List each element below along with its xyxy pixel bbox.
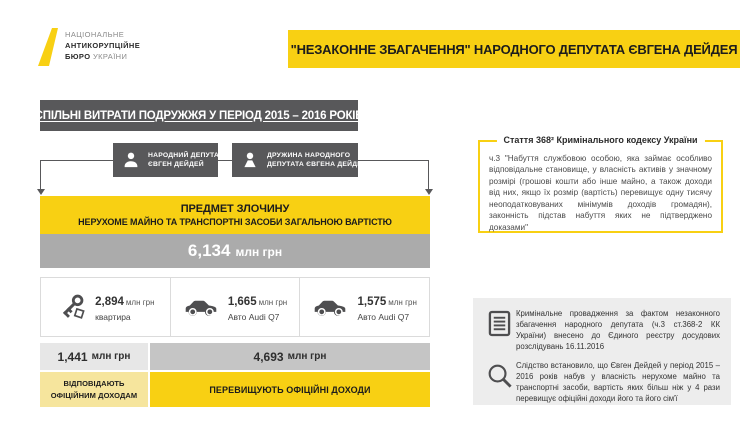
asset-car-1 [171,278,301,336]
logo-line2: АНТИКОРУПЦІЙНЕ [65,41,141,50]
crime-subject-title: ПРЕДМЕТ ЗЛОЧИНУ [180,203,290,215]
asset-car-2-value: 1,575 [357,296,387,309]
asset-car-2-text [357,290,416,323]
logo-line3 [65,51,140,62]
person-deputy-line2: ЄВГЕН ДЕЙДЕЙ [148,161,204,168]
excess-value: 4,693 [253,349,284,364]
headline-bar [288,30,740,68]
asset-car-2-label: Авто Audi Q7 [357,312,410,323]
connector-right-horizontal [358,160,428,161]
section-header [34,100,364,131]
legal-income-value-cell [40,343,148,370]
legal-income-unit: млн грн [91,351,131,362]
excess-label-cell [150,372,430,407]
excess-unit: млн грн [287,351,327,362]
asset-car-2 [300,278,429,336]
case-facts-panel [473,298,731,405]
nabu-logo-text [65,29,140,62]
asset-apartment-unit: млн грн [125,298,155,308]
person-deputy-label [148,151,223,169]
excess-value-cell [150,343,430,370]
person-deputy-line1: НАРОДНИЙ ДЕПУТАТ [148,151,224,159]
nabu-logo [38,28,140,66]
law-article-box [478,135,723,233]
case-fact-registry [482,308,720,352]
person-wife-label [267,151,367,169]
section-title-text: СПІЛЬНІ ВИТРАТИ ПОДРУЖЖЯ У ПЕРІОД 2015 – 2016 РОКІВ [34,109,364,122]
legal-income-value: 1,441 [57,349,88,364]
car-icon [312,296,348,318]
car-icon [183,296,219,318]
legal-income-label-line1: ВІДПОВІДАЮТЬ [63,379,125,389]
female-wife-icon [241,151,259,169]
asset-car-1-unit: млн грн [258,298,288,308]
excess-label: ПЕРЕВИЩУЮТЬ ОФІЦІЙНІ ДОХОДИ [209,384,371,395]
legal-income-label-line2: ОФІЦІЙНИМ ДОХОДАМ [50,390,138,400]
logo-line3-bold: БЮРО [65,52,91,61]
total-value: 6,134 [187,241,231,260]
page-title: "НЕЗАКОННЕ ЗБАГАЧЕННЯ" НАРОДНОГО ДЕПУТАТА ЄВГЕНА ДЕЙДЕЯ [290,41,738,57]
asset-car-1-text [228,290,287,323]
asset-car-2-unit: млн грн [388,298,417,308]
connector-left-horizontal [40,160,113,161]
key-icon [56,292,86,322]
person-box-deputy [113,143,224,177]
arrow-down-left-icon [37,189,45,195]
assets-row [40,277,430,337]
asset-apartment-text [95,290,154,323]
case-fact-registry-text: Кримінальне провадження за фактом незаконного збагачення народного депутата (ч.3 ст.368-2 КК України) внесено до Єдиного реєстру досудових розслідувань 16.11.2016 [516,309,720,352]
law-article-body: ч.3 "Набуття службовою особою, яка займає особливо відповідальне становище, у власність активів у значному розмірі (грошові кошти або інше майно, а також доходи від них, якщо їх розмір (вартість) перевищує одну тисячу неоподатковуваних мінімумів доходів громадян), законність підстав набуття яких не підтверджено доказами" [489,154,712,232]
asset-car-1-value: 1,665 [227,296,257,309]
person-wife-line2: ДЕПУТАТА ЄВГЕНА ДЕЙДЕЯ [267,161,368,168]
magnifier-icon [482,360,516,404]
connector-right-vertical [428,160,429,190]
case-fact-investigation-text: Слідство встановило, що Євген Дейдей у період 2015 – 2016 років набув у власність нерухоме майно та транспортні засоби, вартість яких більш ніж у 4 рази перевищує офіційні доходи його та його сім'ї [516,361,720,404]
arrow-down-right-icon [425,189,433,195]
case-fact-investigation [482,360,720,404]
document-icon [482,308,516,352]
crime-subject-subtitle: НЕРУХОМЕ МАЙНО ТА ТРАНСПОРТНІ ЗАСОБИ ЗАГАЛЬНОЮ ВАРТІСТЮ [78,217,392,227]
legal-income-label-cell [40,372,148,407]
asset-car-1-label: Авто Audi Q7 [227,312,280,323]
asset-apartment [41,278,171,336]
asset-apartment-label: квартира [95,312,131,323]
person-wife-line1: ДРУЖИНА НАРОДНОГО [267,151,351,159]
person-box-wife [232,143,368,177]
nabu-logo-icon [38,28,58,66]
law-article-title: Стаття 368² Кримінального кодексу України [496,135,704,145]
male-deputy-icon [122,151,140,169]
crime-subject-banner [40,196,430,234]
logo-line3-light: УКРАЇНИ [92,52,128,61]
asset-apartment-value: 2,894 [95,296,124,309]
total-value-band [40,234,430,268]
logo-line1: НАЦІОНАЛЬНЕ [65,30,125,39]
total-unit: млн грн [235,245,283,259]
connector-left-vertical [40,160,41,190]
